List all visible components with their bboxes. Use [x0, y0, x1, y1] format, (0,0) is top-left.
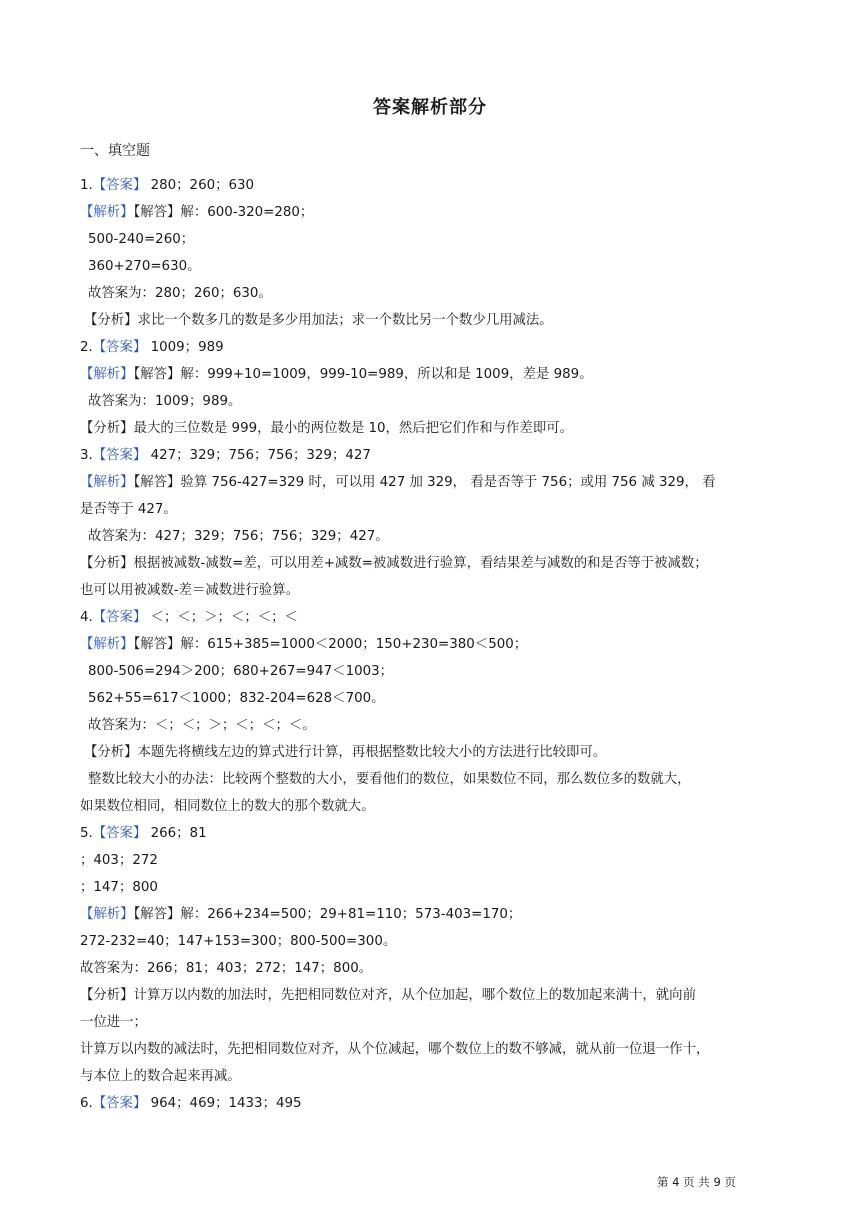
question-number: 5.	[80, 826, 93, 841]
text-line	[80, 931, 780, 958]
text-line	[80, 1012, 780, 1039]
text-line	[80, 283, 780, 310]
line-text: 562+55=617＜1000；832-204=628＜700。	[88, 691, 385, 706]
section-tag: 【答案】	[92, 610, 147, 625]
text-line	[80, 472, 780, 499]
text-line	[80, 391, 780, 418]
text-line	[80, 175, 780, 202]
section-tag: 【解析】	[80, 205, 134, 220]
text-line	[80, 1093, 780, 1120]
text-line	[80, 769, 780, 796]
text-line	[80, 985, 780, 1012]
text-line	[80, 256, 780, 283]
text-line	[80, 823, 780, 850]
line-text: 如果数位相同，相同数位上的数大的那个数就大。	[80, 799, 375, 814]
line-text: 280；260；630	[146, 178, 255, 193]
question-number: 2.	[80, 340, 93, 355]
line-text: 【解答】解：266+234=500；29+81=110；573-403=170；	[133, 907, 522, 922]
text-line	[80, 202, 780, 229]
question-number: 6.	[80, 1096, 93, 1111]
text-line	[80, 418, 780, 445]
line-text: 计算万以内数的减法时，先把相同数位对齐，从个位减起，哪个数位上的数不够减，就从前一位退一作十，	[80, 1042, 710, 1057]
line-text: 故答案为：427；329；756；756；329；427。	[88, 529, 389, 544]
line-text: 【解答】验算 756-427=329 时，可以用 427 加 329， 看是否等于 756；或用 756 减 329， 看	[133, 475, 716, 490]
text-line	[80, 850, 780, 877]
question-number: 4.	[80, 610, 93, 625]
text-line	[80, 958, 780, 985]
line-text: 故答案为：266；81；403；272；147；800。	[80, 961, 373, 976]
text-line	[80, 688, 780, 715]
section-tag: 【解析】	[80, 367, 134, 382]
line-text: 是否等于 427。	[80, 502, 177, 517]
line-text: 【分析】根据被减数-减数=差，可以用差+减数=被减数进行验算，看结果差与减数的和是否等于被减数；	[80, 556, 708, 571]
line-text: ；403；272	[80, 853, 158, 868]
line-text: 【解答】解：600-320=280；	[133, 205, 314, 220]
line-text: 427；329；756；756；329；427	[146, 448, 371, 463]
text-line	[80, 580, 780, 607]
line-text: ＜；＜；＞；＜；＜；＜	[146, 610, 298, 625]
text-line	[80, 877, 780, 904]
line-text: 一位进一；	[80, 1015, 147, 1030]
text-line	[80, 661, 780, 688]
line-text: ；147；800	[80, 880, 158, 895]
line-text: 【分析】本题先将横线左边的算式进行计算，再根据整数比较大小的方法进行比较即可。	[84, 745, 607, 760]
line-text: 故答案为：1009；989。	[88, 394, 242, 409]
text-line	[80, 499, 780, 526]
line-text: 1009；989	[146, 340, 224, 355]
line-text: 【分析】计算万以内数的加法时，先把相同数位对齐，从个位加起，哪个数位上的数加起来满十，就向前	[80, 988, 696, 1003]
section-tag: 【答案】	[92, 826, 147, 841]
line-text: 【解答】解：999+10=1009，999-10=989，所以和是 1009，差是 989。	[133, 367, 593, 382]
line-text: 360+270=630。	[88, 259, 201, 274]
text-line	[80, 526, 780, 553]
section-tag: 【答案】	[92, 178, 147, 193]
line-text: 与本位上的数合起来再减。	[80, 1069, 241, 1084]
section-tag: 【答案】	[92, 1096, 147, 1111]
section-tag: 【解析】	[80, 475, 134, 490]
text-line	[80, 364, 780, 391]
text-line	[80, 796, 780, 823]
line-text: 也可以用被减数-差＝减数进行验算。	[80, 583, 300, 598]
text-line	[80, 634, 780, 661]
section-tag: 【解析】	[80, 637, 134, 652]
line-text: 266；81	[146, 826, 207, 841]
line-text: 故答案为：＜；＜；＞；＜；＜；＜。	[88, 718, 316, 733]
text-line	[80, 229, 780, 256]
line-text: 【分析】求比一个数多几的数是多少用加法；求一个数比另一个数少几用减法。	[84, 313, 553, 328]
line-text: 【解答】解：615+385=1000＜2000；150+230=380＜500；	[133, 637, 528, 652]
line-text: 800-506=294＞200；680+267=947＜1003；	[88, 664, 394, 679]
section-tag: 【答案】	[92, 340, 147, 355]
section-heading: 一、填空题	[80, 143, 150, 159]
line-text: 整数比较大小的办法：比较两个整数的大小，要看他们的数位，如果数位不同，那么数位多的数就大，	[88, 772, 691, 787]
page-footer: 第 4 页 共 9 页	[657, 1175, 736, 1189]
text-line	[80, 1039, 780, 1066]
question-number: 3.	[80, 448, 93, 463]
text-line	[80, 742, 780, 769]
line-text: 272-232=40；147+153=300；800-500=300。	[80, 934, 397, 949]
page-title: 答案解析部分	[373, 97, 487, 118]
text-line	[80, 445, 780, 472]
line-text: 【分析】最大的三位数是 999，最小的两位数是 10，然后把它们作和与作差即可。	[80, 421, 573, 436]
line-text: 500-240=260；	[88, 232, 195, 247]
section-tag: 【答案】	[92, 448, 147, 463]
question-number: 1.	[80, 178, 93, 193]
text-line	[80, 1066, 780, 1093]
answer-lines	[80, 175, 780, 1120]
text-line	[80, 715, 780, 742]
text-line	[80, 553, 780, 580]
text-line	[80, 337, 780, 364]
line-text: 964；469；1433；495	[146, 1096, 302, 1111]
line-text: 故答案为：280；260；630。	[88, 286, 272, 301]
text-line	[80, 904, 780, 931]
text-line	[80, 310, 780, 337]
section-tag: 【解析】	[80, 907, 134, 922]
text-line	[80, 607, 780, 634]
